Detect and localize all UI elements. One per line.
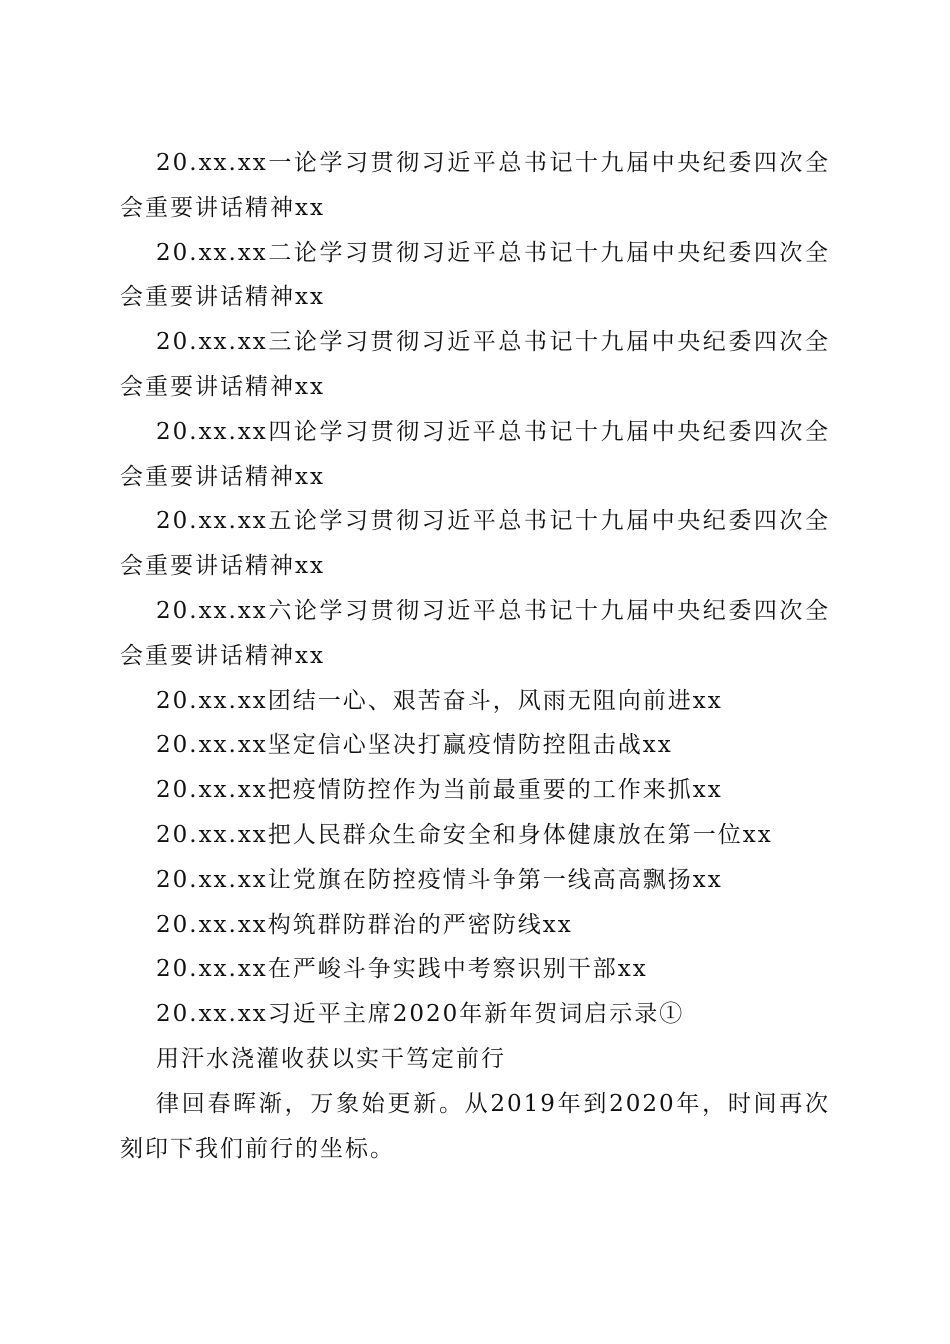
paragraph-3: 20.xx.xx三论学习贯彻习近平总书记十九届中央纪委四次全会重要讲话精神xx [120,329,830,400]
paragraph-16: 律回春晖渐，万象始更新。从2019年到2020年，时间再次刻印下我们前行的坐标。 [120,1090,830,1162]
paragraph-13: 20.xx.xx在严峻斗争实践中考察识别干部xx [156,956,648,983]
paragraph-8: 20.xx.xx坚定信心坚决打赢疫情防控阻击战xx [156,732,673,759]
document-body [120,141,830,1171]
paragraph-6: 20.xx.xx六论学习贯彻习近平总书记十九届中央纪委四次全会重要讲话精神xx [120,597,830,669]
paragraph-12: 20.xx.xx构筑群防群治的严密防线xx [156,911,573,938]
paragraph-14: 20.xx.xx习近平主席2020年新年贺词启示录① [156,1001,685,1028]
paragraph-9: 20.xx.xx把疫情防控作为当前最重要的工作来抓xx [156,777,723,804]
paragraph-4: 20.xx.xx四论学习贯彻习近平总书记十九届中央纪委四次全会重要讲话精神xx [120,418,830,490]
paragraph-1: 20.xx.xx一论学习贯彻习近平总书记十九届中央纪委四次全会重要讲话精神xx [120,150,830,221]
paragraph-5: 20.xx.xx五论学习贯彻习近平总书记十九届中央纪委四次全会重要讲话精神xx [120,508,830,580]
paragraph-2: 20.xx.xx二论学习贯彻习近平总书记十九届中央纪委四次全会重要讲话精神xx [120,239,830,311]
paragraph-7: 20.xx.xx团结一心、艰苦奋斗，风雨无阻向前进xx [156,687,723,714]
paragraph-15: 用汗水浇灌收获以实干笃定前行 [156,1045,506,1072]
paragraph-10: 20.xx.xx把人民群众生命安全和身体健康放在第一位xx [156,821,773,848]
paragraph-11: 20.xx.xx让党旗在防控疫情斗争第一线高高飘扬xx [156,866,723,893]
